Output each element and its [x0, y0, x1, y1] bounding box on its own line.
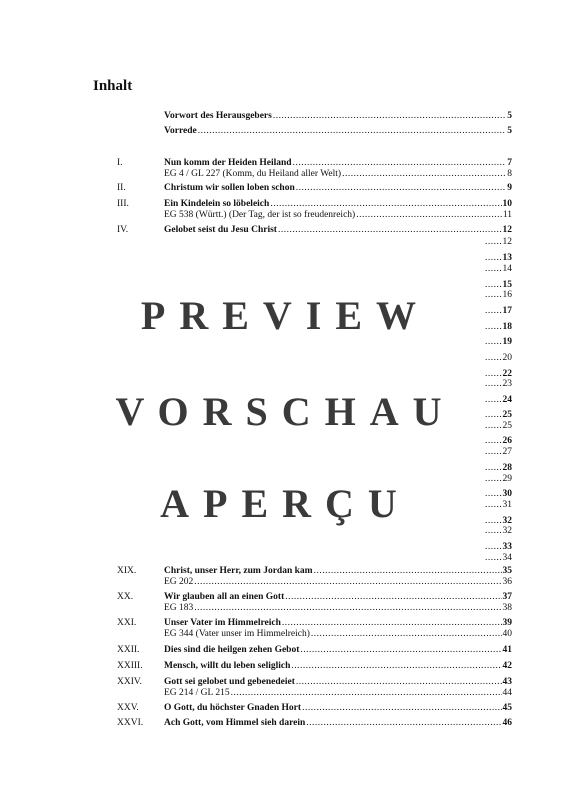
toc-entry [0, 111, 570, 121]
toc-partial-line [484, 395, 512, 406]
toc-partial-page: 32 [502, 526, 512, 536]
toc-partial-page: 14 [502, 264, 512, 274]
dot-leader [485, 463, 502, 474]
toc-subentry-line [164, 210, 512, 221]
dot-leader [485, 237, 502, 248]
dot-leader [485, 447, 502, 458]
toc-entry-number: IV. [117, 225, 129, 235]
toc-subentry-page: 40 [502, 629, 512, 639]
toc-entry-title: Ach Gott, vom Himmel sieh darein [164, 718, 306, 728]
dot-leader [485, 264, 502, 275]
dot-leader [198, 126, 507, 137]
toc-partial-page: 27 [502, 447, 512, 457]
toc-subentry-title: EG 538 (Württ.) (Der Tag, der ist so freudenreich) [164, 210, 356, 220]
dot-leader [194, 603, 501, 614]
toc-subentry-title: EG 183 [164, 603, 194, 613]
toc-entry [0, 718, 570, 728]
toc-entry-title: Gelobet seist du Jesu Christ [164, 225, 277, 235]
toc-entry-page: 45 [502, 703, 512, 713]
toc-partial-line [484, 500, 512, 511]
dot-leader [485, 337, 502, 348]
toc-partial-line [484, 410, 512, 421]
toc-subentry-line [164, 688, 512, 699]
toc-entry [0, 566, 570, 587]
toc-entry-line [164, 566, 512, 577]
toc-entry-line [164, 677, 512, 688]
toc-entry-number: XXIV. [117, 677, 142, 687]
toc-entry-title: Wir glauben all an einen Gott [164, 592, 285, 602]
toc-entry-title: Vorwort des Herausgebers [164, 111, 272, 121]
toc-entry-line [164, 592, 512, 603]
toc-partial-line [484, 474, 512, 485]
toc-subentry-title: EG 202 [164, 577, 194, 587]
toc-partial-page: 25 [502, 410, 512, 420]
toc-subentry-page: 8 [507, 169, 512, 179]
dot-leader [306, 718, 501, 729]
toc-partial-page: 32 [502, 516, 512, 526]
toc-entry-title: Ein Kindelein so löbeleich [164, 199, 270, 209]
toc-entry-title: O Gott, du höchster Gnaden Hort [164, 703, 302, 713]
toc-entry-title: Nun komm der Heiden Heiland [164, 158, 292, 168]
dot-leader [485, 489, 502, 500]
dot-leader [485, 500, 502, 511]
toc-entry-number: I. [117, 158, 123, 168]
dot-leader [273, 111, 506, 122]
toc-partial-page: 18 [502, 322, 512, 332]
toc-entry-title: Vorrede [164, 126, 197, 136]
toc-subentry-line [164, 629, 512, 640]
toc-subentry-line [164, 603, 512, 614]
toc-entry-number: XXV. [117, 703, 139, 713]
toc-partial-line [484, 306, 512, 317]
toc-entry-line [164, 111, 512, 122]
watermark-text: VORSCHAU [115, 389, 456, 434]
toc-entry-line [164, 703, 512, 714]
dot-leader [485, 474, 502, 485]
toc-entry-line [164, 183, 512, 194]
toc-partial-page: 34 [502, 553, 512, 563]
toc-entry-line [164, 661, 512, 672]
toc-entry-title: Unser Vater im Himmelreich [164, 618, 281, 628]
dot-leader [311, 629, 502, 640]
toc-entry [0, 225, 570, 235]
toc-partial-page: 20 [502, 353, 512, 363]
watermark-text: APERÇU [160, 481, 411, 526]
toc-partial-line [484, 379, 512, 390]
dot-leader [485, 290, 502, 301]
toc-partial-line [484, 526, 512, 537]
dot-leader [485, 526, 502, 537]
toc-entry-line [164, 126, 512, 137]
toc-entry-number: II. [117, 183, 126, 193]
dot-leader [231, 688, 502, 699]
dot-leader [278, 225, 502, 236]
toc-entry [0, 126, 570, 136]
toc-subentry-page: 11 [502, 210, 512, 220]
dot-leader [342, 169, 506, 180]
dot-leader [485, 353, 502, 364]
toc-entry-line [164, 618, 512, 629]
toc-partial-page: 31 [502, 500, 512, 510]
toc-partial-page: 29 [502, 474, 512, 484]
toc-entry-page: 42 [502, 661, 512, 671]
toc-subentry-page: 44 [502, 688, 512, 698]
watermark-text: PREVIEW [140, 293, 431, 338]
toc-entry-number: XX. [117, 592, 134, 602]
toc-partial-page: 28 [502, 463, 512, 473]
toc-partial-line [484, 353, 512, 364]
toc-entry-number: XIX. [117, 566, 137, 576]
dot-leader [485, 553, 502, 564]
page-title: Inhalt [93, 78, 133, 94]
dot-leader [314, 566, 502, 577]
toc-entry-line [164, 158, 512, 169]
dot-leader [293, 158, 507, 169]
dot-leader [270, 199, 501, 210]
dot-leader [485, 436, 502, 447]
preview-watermark [88, 240, 483, 560]
toc-entry-page: 12 [502, 225, 512, 235]
dot-leader [300, 645, 501, 656]
toc-partial-page: 15 [502, 280, 512, 290]
toc-entry-number: XXVI. [117, 718, 144, 728]
toc-partial-line [484, 337, 512, 348]
toc-entry-page: 7 [507, 158, 512, 168]
toc-entry-title: Christ, unser Herr, zum Jordan kam [164, 566, 313, 576]
toc-partial-page: 17 [502, 306, 512, 316]
toc-partial-line [484, 264, 512, 275]
toc-entry-number: III. [117, 199, 129, 209]
toc-subentry-line [164, 169, 512, 180]
toc-entry-page: 5 [507, 126, 512, 136]
toc-entry-page: 37 [502, 592, 512, 602]
dot-leader [302, 703, 501, 714]
dot-leader [485, 322, 502, 333]
toc-entry-page: 41 [502, 645, 512, 655]
toc-entry [0, 661, 570, 671]
toc-partial-line [484, 542, 512, 553]
toc-entry-page: 39 [502, 618, 512, 628]
toc-entry [0, 158, 570, 179]
dot-leader [485, 421, 502, 432]
toc-entry-line [164, 225, 512, 236]
toc-partial-line [484, 553, 512, 564]
toc-entry-page: 43 [502, 677, 512, 687]
dot-leader [485, 306, 502, 317]
dot-leader [485, 395, 502, 406]
toc-entry-title: Christum wir sollen loben schon [164, 183, 295, 193]
toc-entry-title: Gott sei gelobet und gebenedeiet [164, 677, 295, 687]
toc-entry-line [164, 199, 512, 210]
toc-subentry-title: EG 4 / GL 227 (Komm, du Heiland aller Welt) [164, 169, 342, 179]
toc-entry-page: 46 [502, 718, 512, 728]
dot-leader [194, 577, 501, 588]
dot-leader [296, 677, 502, 688]
toc-entry-page: 35 [502, 566, 512, 576]
toc-entry-title: Dies sind die heilgen zehen Gebot [164, 645, 300, 655]
toc-subentry-title: EG 214 / GL 215 [164, 688, 230, 698]
toc-entry [0, 645, 570, 655]
toc-partial-line [484, 253, 512, 264]
toc-partial-page: 19 [502, 337, 512, 347]
toc-partial-page: 25 [502, 421, 512, 431]
dot-leader [485, 410, 502, 421]
toc-entry-number: XXIII. [117, 661, 143, 671]
toc-entry [0, 677, 570, 698]
toc-entry-number: XXI. [117, 618, 137, 628]
toc-partial-page: 12 [502, 237, 512, 247]
toc-entry-page: 5 [507, 111, 512, 121]
toc-entry [0, 183, 570, 193]
toc-partial-page: 13 [502, 253, 512, 263]
toc-entry [0, 592, 570, 613]
toc-entry-line [164, 645, 512, 656]
toc-subentry-page: 36 [502, 577, 512, 587]
toc-partial-page: 26 [502, 436, 512, 446]
toc-subentry-line [164, 577, 512, 588]
toc-entry-line [164, 718, 512, 729]
dot-leader [291, 661, 501, 672]
toc-partial-line [484, 322, 512, 333]
toc-partial-page: 16 [502, 290, 512, 300]
toc-partial-line [484, 421, 512, 432]
toc-partial-line [484, 463, 512, 474]
toc-partial-line [484, 436, 512, 447]
toc-entry [0, 618, 570, 639]
toc-partial-line [484, 447, 512, 458]
toc-entry-page: 9 [507, 183, 512, 193]
dot-leader [485, 542, 502, 553]
toc-subentry-page: 38 [502, 603, 512, 613]
toc-partial-page: 23 [502, 379, 512, 389]
dot-leader [282, 618, 502, 629]
toc-entry-number: XXII. [117, 645, 140, 655]
dot-leader [485, 253, 502, 264]
dot-leader [356, 210, 502, 221]
dot-leader [296, 183, 507, 194]
toc-subentry-title: EG 344 (Vater unser im Himmelreich) [164, 629, 310, 639]
toc-partial-page: 33 [502, 542, 512, 552]
toc-partial-page: 24 [502, 395, 512, 405]
toc-entry [0, 703, 570, 713]
toc-partial-line [484, 237, 512, 248]
dot-leader [485, 379, 502, 390]
toc-partial-line [484, 290, 512, 301]
toc-partial-line [484, 489, 512, 500]
dot-leader [285, 592, 501, 603]
toc-entry [0, 199, 570, 220]
toc-partial-page: 30 [502, 489, 512, 499]
toc-entry-title: Mensch, willt du leben seliglich [164, 661, 291, 671]
toc-partial-page: 22 [502, 369, 512, 379]
toc-entry-page: 10 [502, 199, 512, 209]
